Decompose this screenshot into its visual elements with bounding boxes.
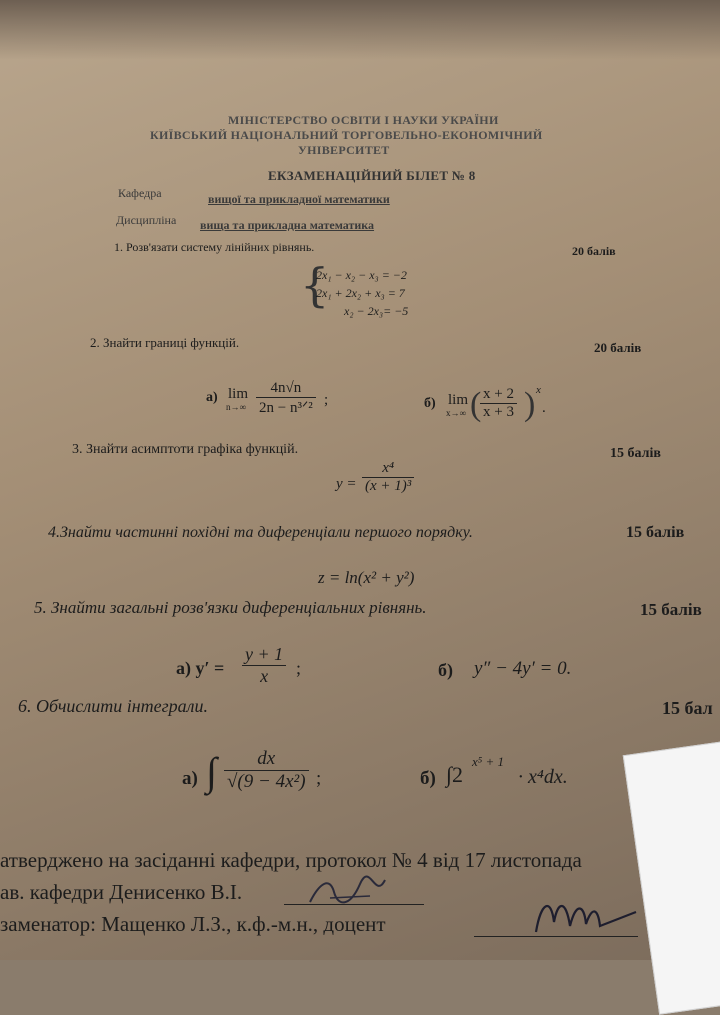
limit-b-sub: x→∞ [446,408,466,418]
task-5-text: 5. Знайти загальні розв'язки диференціальних рівнянь. [34,598,427,617]
ticket-title: ЕКЗАМЕНАЦІЙНИЙ БІЛЕТ № 8 [268,168,476,183]
integral-b-tail: · x⁴dx. [518,766,568,788]
task-5-points: 15 балів [640,600,702,619]
asymptote-denominator: (x + 1)³ [365,478,412,494]
task-3-text: 3. Знайти асимптоти графіка функцій. [72,442,299,457]
limit-b-numerator: x + 2 [480,386,517,404]
integral-a-numerator: dx [224,748,309,771]
limit-a-fraction [256,380,316,417]
limit-a-denominator: 2n − n³ᐟ² [259,400,313,416]
task-3-points: 15 балів [610,446,661,461]
task-1-text: 1. Розв'язати систему лінійних рівнянь. [114,240,315,254]
diffeq-b-label: б) [438,660,453,680]
integral-a-sign: ∫ [206,749,217,794]
task-4-text: 4.Знайти частинні похідні та диференціали першого порядку. [48,524,473,541]
limit-b-denominator: x + 3 [483,404,514,420]
task-1-points: 20 балів [572,244,616,258]
task-4-points: 15 балів [626,524,685,541]
task-6-text: 6. Обчислити інтеграли. [18,696,209,716]
task-2-points: 20 балів [594,340,642,355]
discipline-label: Дисципліна [116,213,177,227]
footer-approved: атверджено на засіданні кафедри, протокол № 4 від 17 листопада [0,848,582,872]
asymptote-lhs: y = [336,476,357,492]
integral-a-fraction [224,748,309,793]
limit-a-lim: lim [228,386,249,402]
limit-a-end: ; [324,392,329,408]
limit-a-label: а) [206,390,218,405]
asymptote-fraction [362,460,414,495]
diffeq-a-label: а) y′ = [176,658,225,678]
head-signature [300,872,390,912]
limit-a-numerator: 4n√n [256,380,316,398]
integral-b-exponent: x⁵ + 1 [472,754,505,769]
system-eq-1: 2x₁ − x₂ − x₃ = −2 [316,268,407,282]
discipline-value: вища та прикладна математика [200,218,375,232]
task-2-text: 2. Знайти границі функцій. [90,335,240,350]
footer-examiner: заменатор: Мащенко Л.З., к.ф.-м.н., доцент [0,912,386,936]
diffeq-b-expression: y″ − 4y′ = 0. [474,658,572,679]
diffeq-a-numerator: y + 1 [242,644,286,666]
footer-head: ав. кафедри Денисенко В.І. [0,880,243,904]
limit-b-exponent: x [536,384,541,396]
table-shadow [0,0,720,60]
integral-a-label: а) [182,768,198,789]
diffeq-a-end: ; [296,658,302,678]
integral-b-label: б) [420,768,436,789]
integral-a-end: ; [316,768,322,789]
system-eq-3: x₂ − 2x₃= −5 [344,304,409,318]
limit-b-left-paren: ( [470,386,482,423]
task-6-points: 15 бал [662,698,713,718]
diffeq-a-fraction [242,644,286,687]
limit-b-end: . [542,400,546,416]
department-value: вищої та прикладної математики [208,192,390,206]
system-eq-2: 2x₁ + 2x₂ + x₃ = 7 [316,286,405,300]
examiner-signature [526,892,646,942]
limit-b-fraction [480,386,517,421]
limit-b-right-paren: ) [524,386,536,423]
ministry-line: МІНІСТЕРСТВО ОСВІТИ І НАУКИ УКРАЇНИ [228,113,499,127]
limit-b-lim: lim [448,392,469,408]
university-line-2: УНІВЕРСИТЕТ [298,143,390,157]
university-line-1: КИЇВСЬКИЙ НАЦІОНАЛЬНИЙ ТОРГОВЕЛЬНО-ЕКОНОМІЧНИЙ [150,128,543,142]
diffeq-a-denominator: x [260,666,269,686]
integral-a-denominator: √(9 − 4x²) [227,771,306,792]
asymptote-numerator: x⁴ [362,460,414,478]
partial-expression: z = ln(x² + y²) [318,568,415,587]
system-brace: { [300,258,330,312]
department-label: Кафедра [118,186,162,200]
limit-b-label: б) [424,396,436,411]
integral-b-expression: ∫2 [446,762,464,787]
limit-a-sub: n→∞ [226,402,246,412]
